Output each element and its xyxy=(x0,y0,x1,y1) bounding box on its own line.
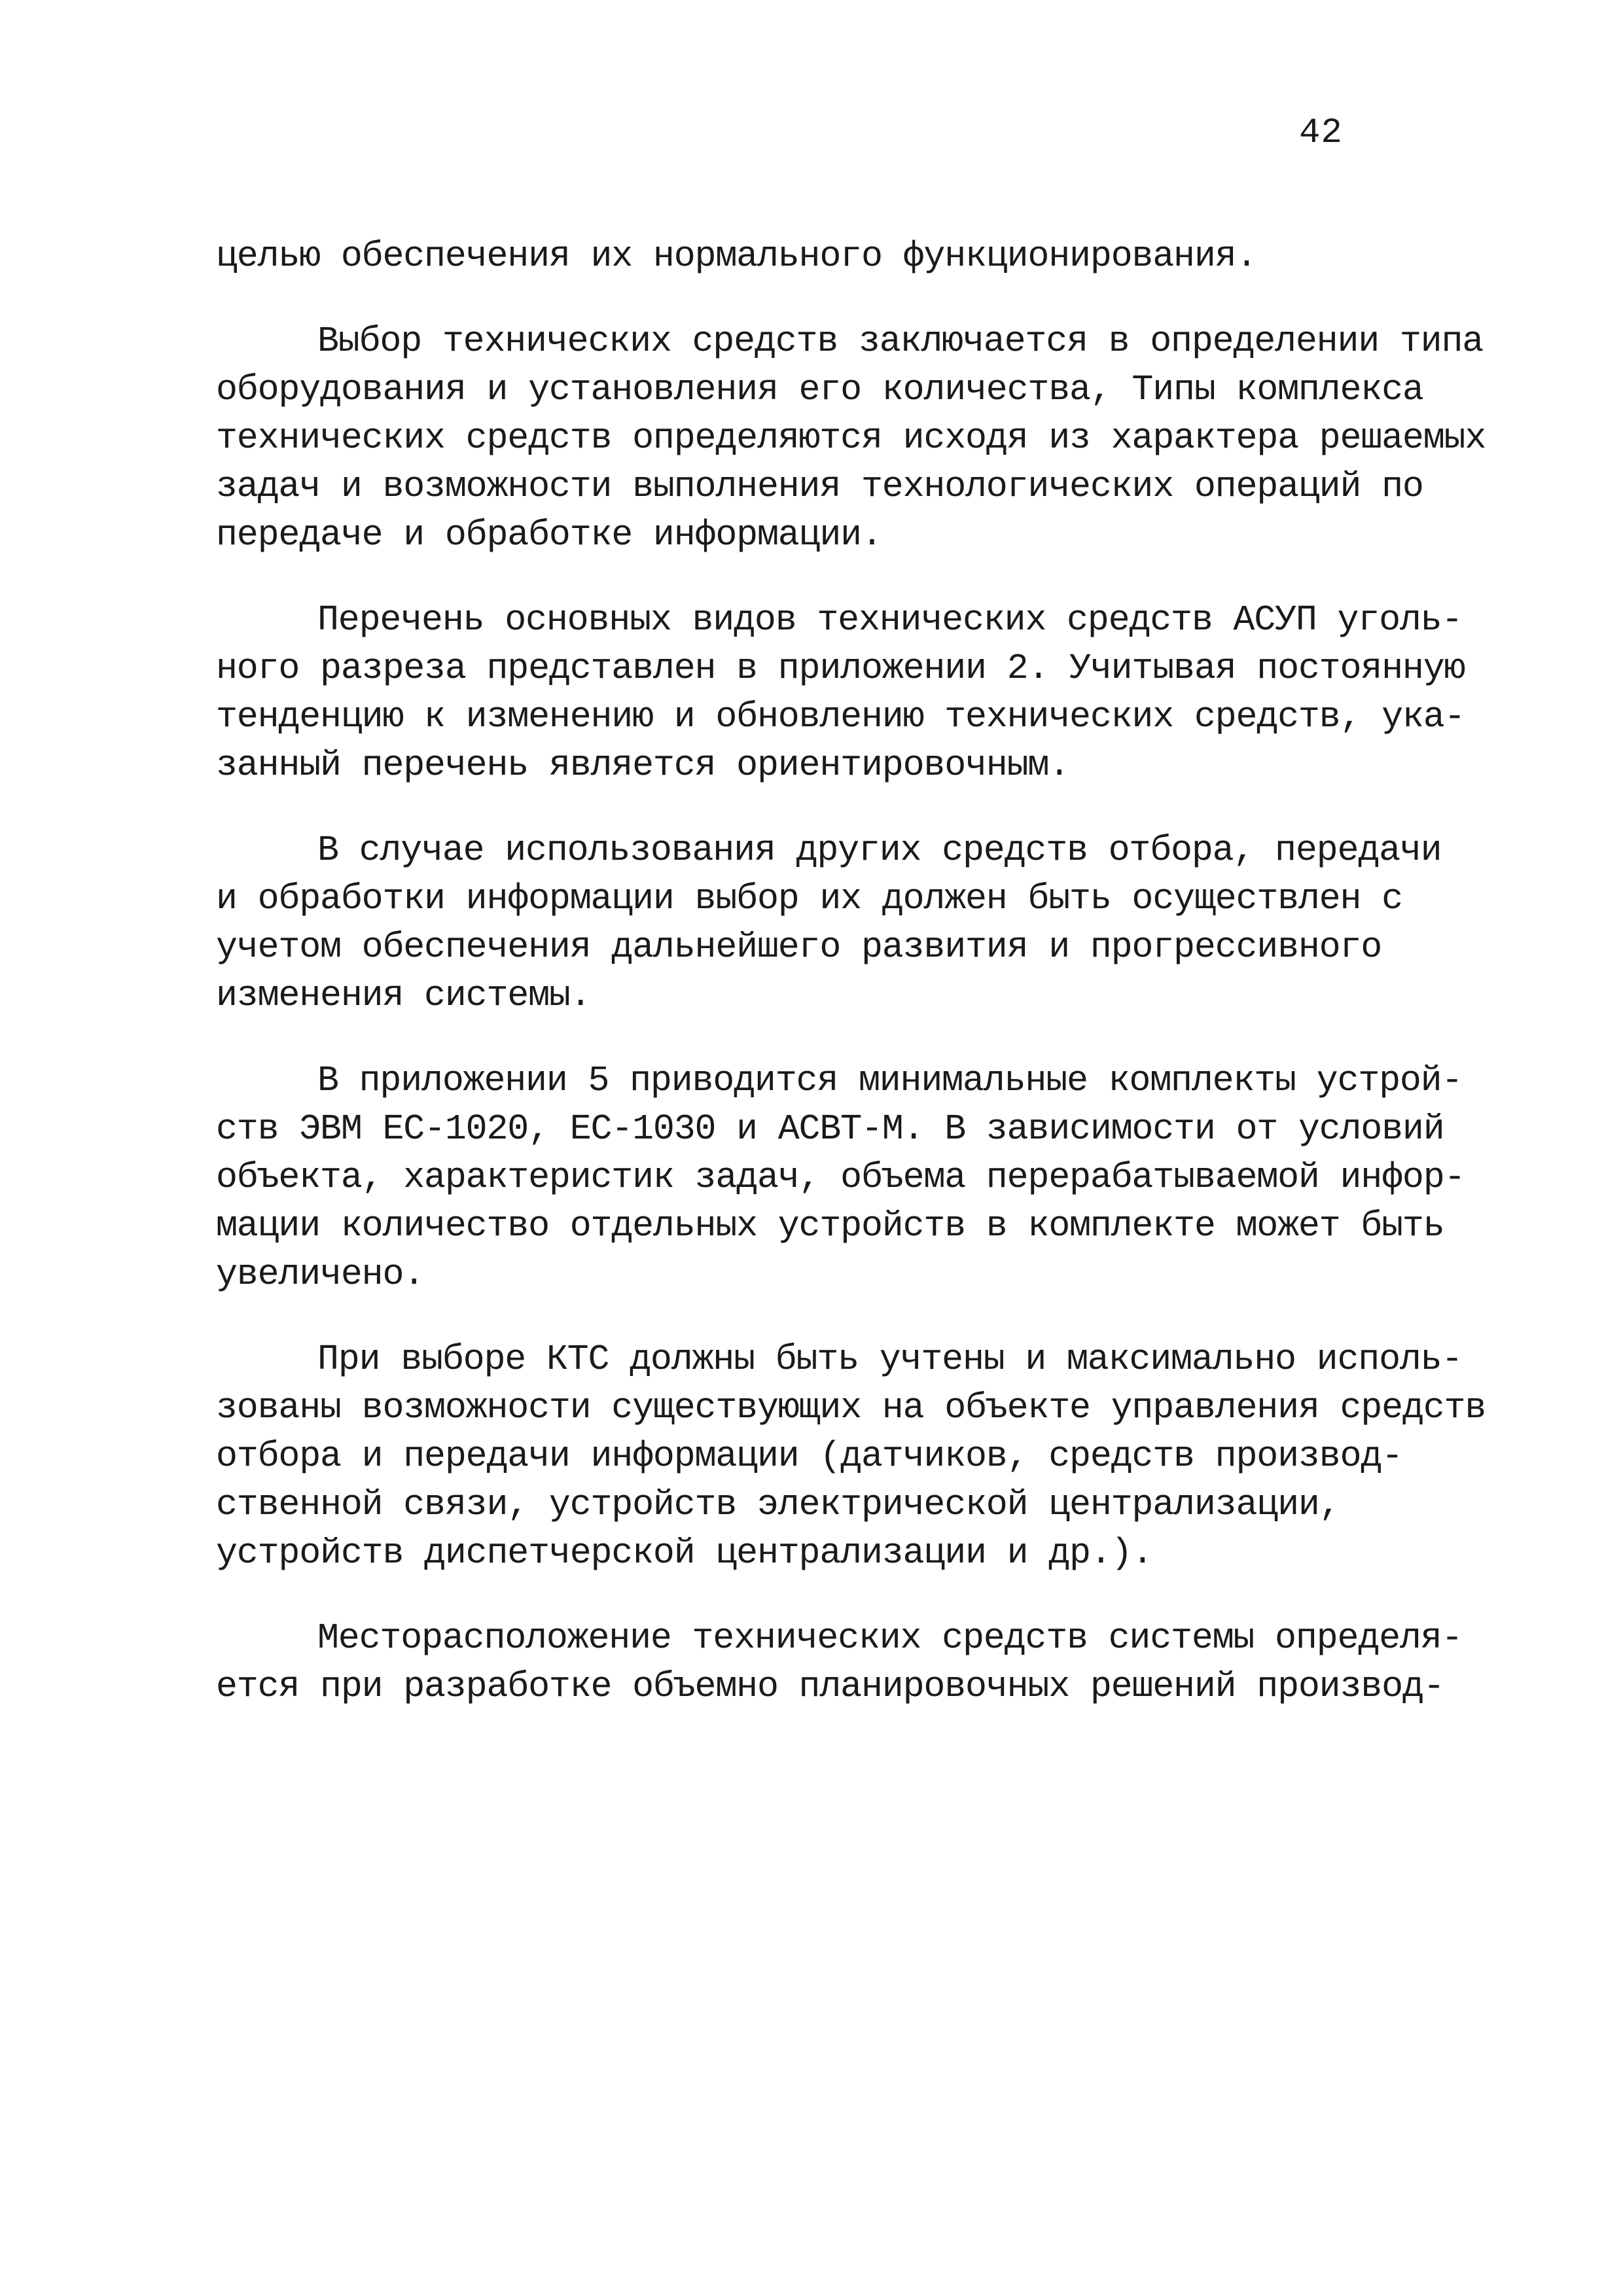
text-line: целью обеспечения их нормального функционирования. xyxy=(216,236,1257,277)
text-line: ется при разработке объемно планировочных решений производ- xyxy=(216,1666,1444,1707)
text-line: занный перечень является ориентировочным. xyxy=(216,745,1070,786)
paragraph-equipment-selection xyxy=(216,317,1486,559)
text-line: увеличено. xyxy=(216,1254,425,1295)
text-line: устройств диспетчерской централизации и др.). xyxy=(216,1532,1153,1574)
text-line: оборудования и установления его количества, Типы комплекса xyxy=(216,369,1423,410)
paragraph-gap xyxy=(216,790,1472,826)
body-text xyxy=(216,232,1486,1711)
text-line: технических средств определяются исходя из характера решаемых xyxy=(216,417,1486,459)
text-line: ного разреза представлен в приложении 2. Учитывая постоянную xyxy=(216,648,1465,689)
text-line: тенденцию к изменению и обновлению технических средств, ука- xyxy=(216,696,1465,737)
text-line: учетом обеспечения дальнейшего развития и прогрессивного xyxy=(216,927,1382,968)
text-line: передаче и обработке информации. xyxy=(216,514,882,556)
page-number: 42 xyxy=(1299,113,1343,153)
paragraph-gap xyxy=(216,1578,1472,1614)
paragraph-continuation xyxy=(216,232,1472,281)
text-line: задач и возможности выполнения технологических операций по xyxy=(216,466,1423,507)
paragraph-gap xyxy=(216,281,1472,317)
paragraph-gap xyxy=(216,1299,1472,1335)
text-line: Перечень основных видов технических средств АСУП уголь- xyxy=(317,599,1463,641)
paragraph-kts-selection xyxy=(216,1335,1486,1578)
text-line: В приложении 5 приводится минимальные комплекты устрой- xyxy=(317,1060,1463,1101)
text-line: ств ЭВМ ЕС-1020, ЕС-1030 и АСВТ-М. В зависимости от условий xyxy=(216,1108,1444,1150)
paragraph-gap xyxy=(216,559,1472,596)
text-line: мации количество отдельных устройств в комплекте может быть xyxy=(216,1205,1444,1246)
text-line: изменения системы. xyxy=(216,975,591,1016)
text-line: Месторасположение технических средств системы определя- xyxy=(317,1617,1463,1659)
paragraph-location xyxy=(216,1614,1472,1711)
paragraph-gap xyxy=(216,1020,1472,1057)
text-line: В случае использования других средств отбора, передачи xyxy=(317,830,1442,871)
text-line: объекта, характеристик задач, объема перерабатываемой инфор- xyxy=(216,1157,1465,1198)
text-line: отбора и передачи информации (датчиков, средств производ- xyxy=(216,1436,1402,1477)
text-line: Выбор технических средств заключается в определении типа xyxy=(317,321,1484,362)
text-line: зованы возможности существующих на объекте управления средств xyxy=(216,1387,1486,1428)
text-line: При выборе КТС должны быть учтены и максимально исполь- xyxy=(317,1339,1463,1380)
paragraph-computer-sets xyxy=(216,1057,1472,1299)
paragraph-equipment-list xyxy=(216,596,1472,790)
paragraph-other-means xyxy=(216,826,1472,1020)
text-line: и обработки информации выбор их должен быть осуществлен с xyxy=(216,878,1402,919)
text-line: ственной связи, устройств электрической централизации, xyxy=(216,1484,1340,1525)
